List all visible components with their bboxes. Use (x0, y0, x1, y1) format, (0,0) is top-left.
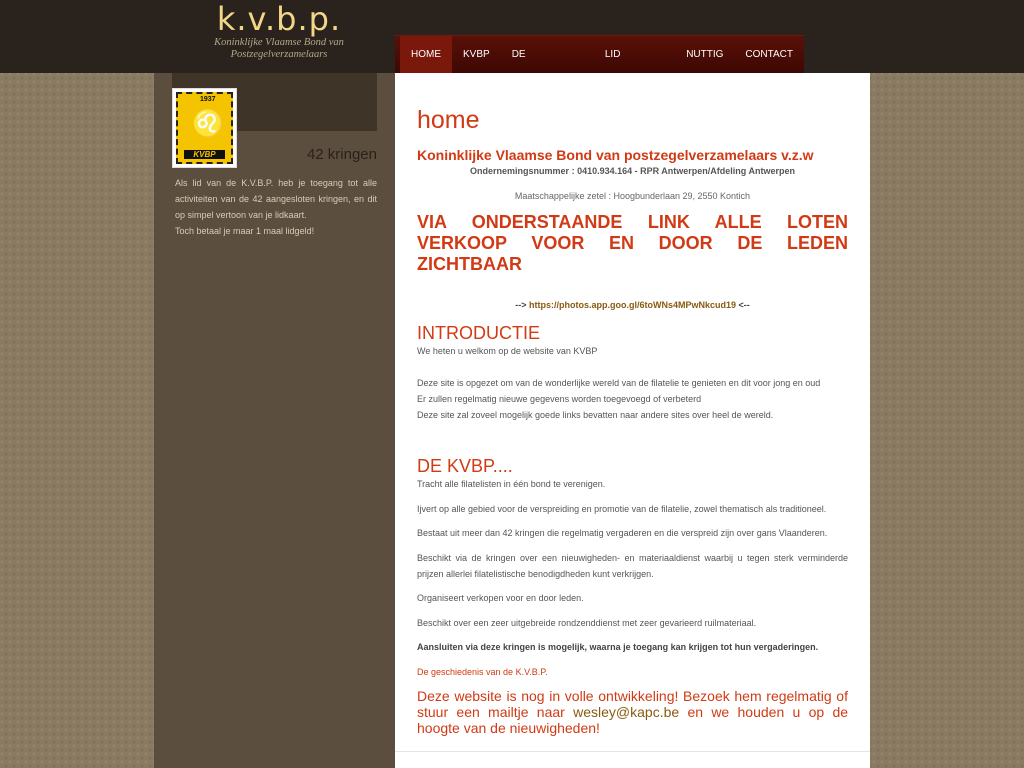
nav-item-de-postzegel[interactable]: DE (511, 48, 526, 60)
nav-item-home[interactable]: HOME (400, 36, 452, 74)
sidebar-text-line: Toch betaal je maar 1 maal lidgeld! (175, 226, 315, 236)
intro-heading: INTRODUCTIE (417, 323, 540, 343)
page-title: home (417, 106, 480, 134)
notice-text: Deze website is nog in volle ontwikkeling! Bezoek hem regelmatig of stuur een mailtje naar (417, 688, 848, 720)
lion-icon: ♌ (192, 108, 225, 138)
nav-item-lid-worden[interactable]: LID (604, 48, 621, 60)
sidebar-text-line: Als lid van de K.V.B.P. heb je toegang tot alle activiteiten van de 42 aangesloten kringen, en dit op simpel vertoon van je lidkaart. (175, 178, 377, 220)
kvbp-paragraph: Beschikt over een zeer uitgebreide rondzenddienst met zeer gevarieerd ruilmateriaal. (417, 618, 757, 628)
org-title: Koninklijke Vlaamse Bond van postzegelverzamelaars v.z.w (417, 147, 814, 163)
nav-item-nuttig[interactable]: NUTTIG (686, 48, 724, 60)
stamp-face (176, 92, 233, 164)
content-divider (395, 751, 870, 752)
aansluiten-text: Aansluiten via deze kringen is mogelijk, waarna je toegang kan krijgen tot hun vergaderingen. (417, 642, 819, 652)
notice-text: en we houden u op de hoogte van de nieuwigheden! (417, 704, 849, 736)
kvbp-paragraph: Organiseert verkopen voor en door leden. (417, 593, 584, 603)
nav-item-contact[interactable]: CONTACT (745, 48, 793, 60)
sidebar-title: 42 kringen (306, 146, 377, 163)
intro-line: Er zullen regelmatig nieuwe gegevens worden toegevoegd of verbeterd (417, 394, 702, 404)
link-suffix: <-- (738, 300, 750, 310)
development-notice (417, 688, 848, 736)
link-prefix: --> (515, 300, 527, 310)
intro-line: Deze site zal zoveel mogelijk goede links bevatten naar andere sites over heel de wereld. (417, 410, 774, 420)
site-logo-subtitle: Koninklijke Vlaamse Bond van Postzegelverzamelaars (214, 37, 344, 60)
geschiedenis-link[interactable]: De geschiedenis van de K.V.B.P. (417, 667, 548, 677)
registered-office: Maatschappelijke zetel : Hoogbunderlaan 29, 2550 Kontich (514, 191, 751, 201)
loten-heading: VIA ONDERSTAANDE LINK ALLE LOTEN VERKOOP VOOR EN DOOR DE LEDEN ZICHTBAAR (417, 212, 848, 274)
stamp-label: KVBP (184, 150, 225, 159)
photos-link[interactable]: https://photos.app.goo.gl/6toWNs4MPwNkcud19 (529, 300, 736, 310)
intro-welcome: We heten u welkom op de website van KVBP (417, 346, 598, 356)
kvbp-paragraph: Bestaat uit meer dan 42 kringen die regelmatig vergaderen en die verspreid zijn over gans Vlaanderen. (417, 528, 828, 538)
stamp-year: 1937 (200, 96, 216, 103)
sidebar-text (175, 175, 377, 239)
company-number: Ondernemingsnummer : 0410.934.164 - RPR Antwerpen/Afdeling Antwerpen (470, 166, 795, 176)
kvbp-paragraph: Tracht alle filatelisten in één bond te verenigen. (417, 479, 606, 489)
kvbp-paragraph: Beschikt via de kringen over een nieuwigheden- en materiaaldienst waarbij u tegen sterk verminderde prijzen allerlei filatelistische benodigdheden kunt verkrijgen. (417, 553, 848, 579)
intro-line: Deze site is opgezet om van de wonderlijke wereld van de filatelie te genieten en dit voor jong en oud (417, 378, 821, 388)
email-link[interactable]: wesley@kapc.be (573, 704, 680, 720)
photos-link-line (417, 300, 848, 310)
kvbp-paragraph: Ijvert op alle gebied voor de verspreiding en promotie van de filatelie, zowel thematisch als traditioneel. (417, 504, 827, 514)
main-nav (395, 35, 804, 73)
kvbp-stamp-image (172, 88, 237, 168)
nav-item-kvbp[interactable]: KVBP (463, 48, 490, 60)
site-logo-title[interactable]: k.v.b.p. (216, 0, 342, 38)
kvbp-heading: DE KVBP.... (417, 456, 513, 476)
